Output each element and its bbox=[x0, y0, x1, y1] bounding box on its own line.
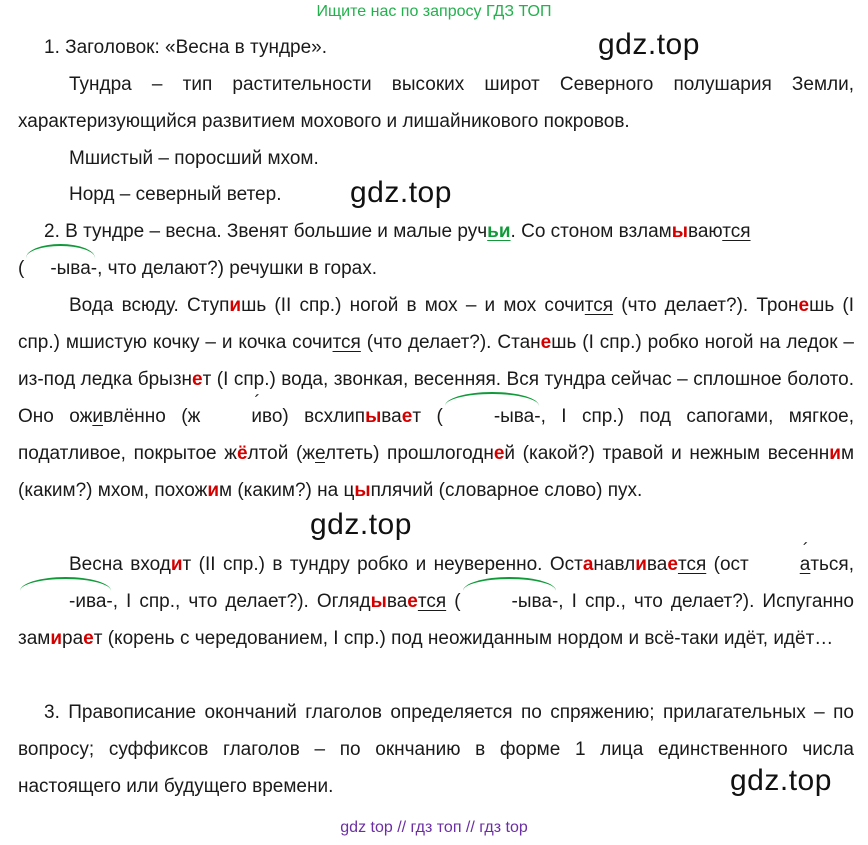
top-banner: Ищите нас по запросу ГДЗ ТОП bbox=[316, 3, 552, 20]
section2-paragraph2: Вода всюду. Ступишь (II спр.) ногой в мох – и мох сочится (что делает?). Тронешь (I спр.) мшистую кочку – и кочка сочится (что делает?). Станешь (I спр.) робко ногой на ледок – из-под ледка брызнет (I спр.) вода, звонкая, весенняя. Вся тундра сейчас – сплошное болото. Оно оживлённо (ж и ´во) всхлипывает ( -ыва-, I спр.) под сапогами, мягкое, податливое, покрытое жёлтой (желтеть) прошлогодней (какой?) травой и нежным весенним (каким?) мхом, похожим (каким?) на цыплячий (словарное слово) пух. bbox=[18, 287, 854, 509]
section1-title: 1. Заголовок: «Весна в тундре». bbox=[44, 37, 328, 58]
watermark: gdz.top bbox=[310, 508, 412, 541]
watermark: gdz.top bbox=[350, 176, 452, 209]
section2-paragraph3: Весна входит (II спр.) в тундру робко и неуверенно. Останавливается (ост а ´ться, -ива-, I спр., что делает?). Оглядывается ( -ыва-, I спр., что делает?). Испуганно замирает (корень с чередованием, I спр.) под неожиданным нордом и всё-таки идёт, идёт… bbox=[18, 546, 854, 657]
watermark: gdz.top bbox=[730, 764, 832, 797]
watermark: gdz.top bbox=[598, 28, 700, 61]
footer: gdz top // гдз топ // гдз top bbox=[340, 819, 528, 836]
nord-definition: Норд – северный ветер. bbox=[69, 184, 282, 205]
tundra-definition: Тундра – тип растительности высоких широт Северного полушария Земли, характеризующийся развитием мохового и лишайникового покровов. bbox=[18, 74, 854, 132]
mshisty-definition: Мшистый – поросший мхом. bbox=[69, 148, 319, 169]
section2-paragraph1: 2. В тундре – весна. Звенят большие и малые ручьи. Со стоном взламываются ( -ыва-, что делают?) речушки в горах. bbox=[18, 213, 854, 287]
section3-paragraph: 3. Правописание окончаний глаголов определяется по спряжению; прилагательных – по вопросу; суффиксов глаголов – по окнчанию в форме 1 лица единственного числа настоящего или будущего времени. bbox=[18, 702, 854, 797]
